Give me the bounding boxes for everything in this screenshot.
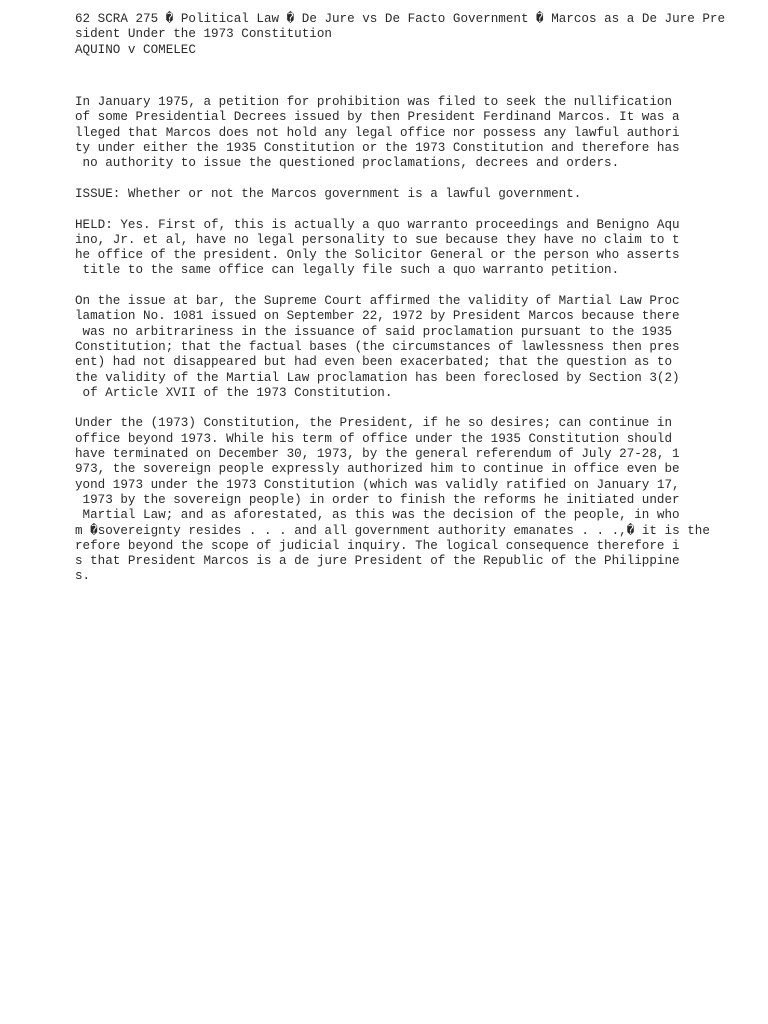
text-line: the validity of the Martial Law proclamation has been foreclosed by Section 3(2) <box>75 370 680 385</box>
issue-paragraph <box>75 187 755 202</box>
text-line: title to the same office can legally file such a quo warranto petition. <box>75 263 620 278</box>
text-line: ISSUE: Whether or not the Marcos government is a lawful government. <box>75 186 582 201</box>
text-line: ent) had not disappeared but had even been exacerbated; that the question as to <box>75 355 673 370</box>
text-line: lamation No. 1081 issued on September 22, 1972 by President Marcos because there <box>75 309 680 324</box>
martial-law-paragraph <box>75 294 755 401</box>
text-line: HELD: Yes. First of, this is actually a quo warranto proceedings and Benigno Aqu <box>75 217 680 232</box>
text-line: 973, the sovereign people expressly authorized him to continue in office even be <box>75 462 680 477</box>
text-line: Constitution; that the factual bases (the circumstances of lawlessness then pres <box>75 339 680 354</box>
text-line: On the issue at bar, the Supreme Court affirmed the validity of Martial Law Proc <box>75 294 680 309</box>
text-line: have terminated on December 30, 1973, by the general referendum of July 27-28, 1 <box>75 447 680 462</box>
text-line: ty under either the 1935 Constitution or the 1973 Constitution and therefore has <box>75 141 680 156</box>
case-title: AQUINO v COMELEC <box>75 42 196 57</box>
text-line: s that President Marcos is a de jure President of the Republic of the Philippine <box>75 554 680 569</box>
case-header <box>75 12 755 58</box>
text-line: refore beyond the scope of judicial inquiry. The logical consequence therefore i <box>75 538 680 553</box>
text-line: ino, Jr. et al, have no legal personality to sue because they have no claim to t <box>75 232 680 247</box>
facts-paragraph <box>75 95 755 171</box>
text-line: m �sovereignty resides . . . and all government authority emanates . . .,� it is the <box>75 523 710 538</box>
held-paragraph <box>75 218 755 279</box>
text-line: In January 1975, a petition for prohibition was filed to seek the nullification <box>75 95 673 110</box>
text-line: was no arbitrariness in the issuance of said proclamation pursuant to the 1935 <box>75 324 673 339</box>
text-line: of Article XVII of the 1973 Constitution. <box>75 385 393 400</box>
text-line: of some Presidential Decrees issued by then President Ferdinand Marcos. It was a <box>75 110 680 125</box>
text-line: Under the (1973) Constitution, the President, if he so desires; can continue in <box>75 416 673 431</box>
text-line: he office of the president. Only the Solicitor General or the person who asserts <box>75 248 680 263</box>
text-line: Martial Law; and as aforestated, as this was the decision of the people, in who <box>75 508 680 523</box>
text-line: 1973 by the sovereign people) in order to finish the reforms he initiated under <box>75 492 680 507</box>
constitution-paragraph <box>75 416 755 584</box>
text-line: office beyond 1973. While his term of office under the 1935 Constitution should <box>75 431 673 446</box>
header-line: 62 SCRA 275 � Political Law � De Jure vs De Facto Government � Marcos as a De Jure Pre <box>75 12 726 26</box>
text-line: yond 1973 under the 1973 Constitution (which was validly ratified on January 17, <box>75 477 680 492</box>
text-line: no authority to issue the questioned proclamations, decrees and orders. <box>75 156 620 171</box>
text-line: lleged that Marcos does not hold any legal office nor possess any lawful authori <box>75 125 680 140</box>
text-line: s. <box>75 569 91 584</box>
document-page <box>75 12 755 585</box>
header-line: sident Under the 1973 Constitution <box>75 27 332 42</box>
